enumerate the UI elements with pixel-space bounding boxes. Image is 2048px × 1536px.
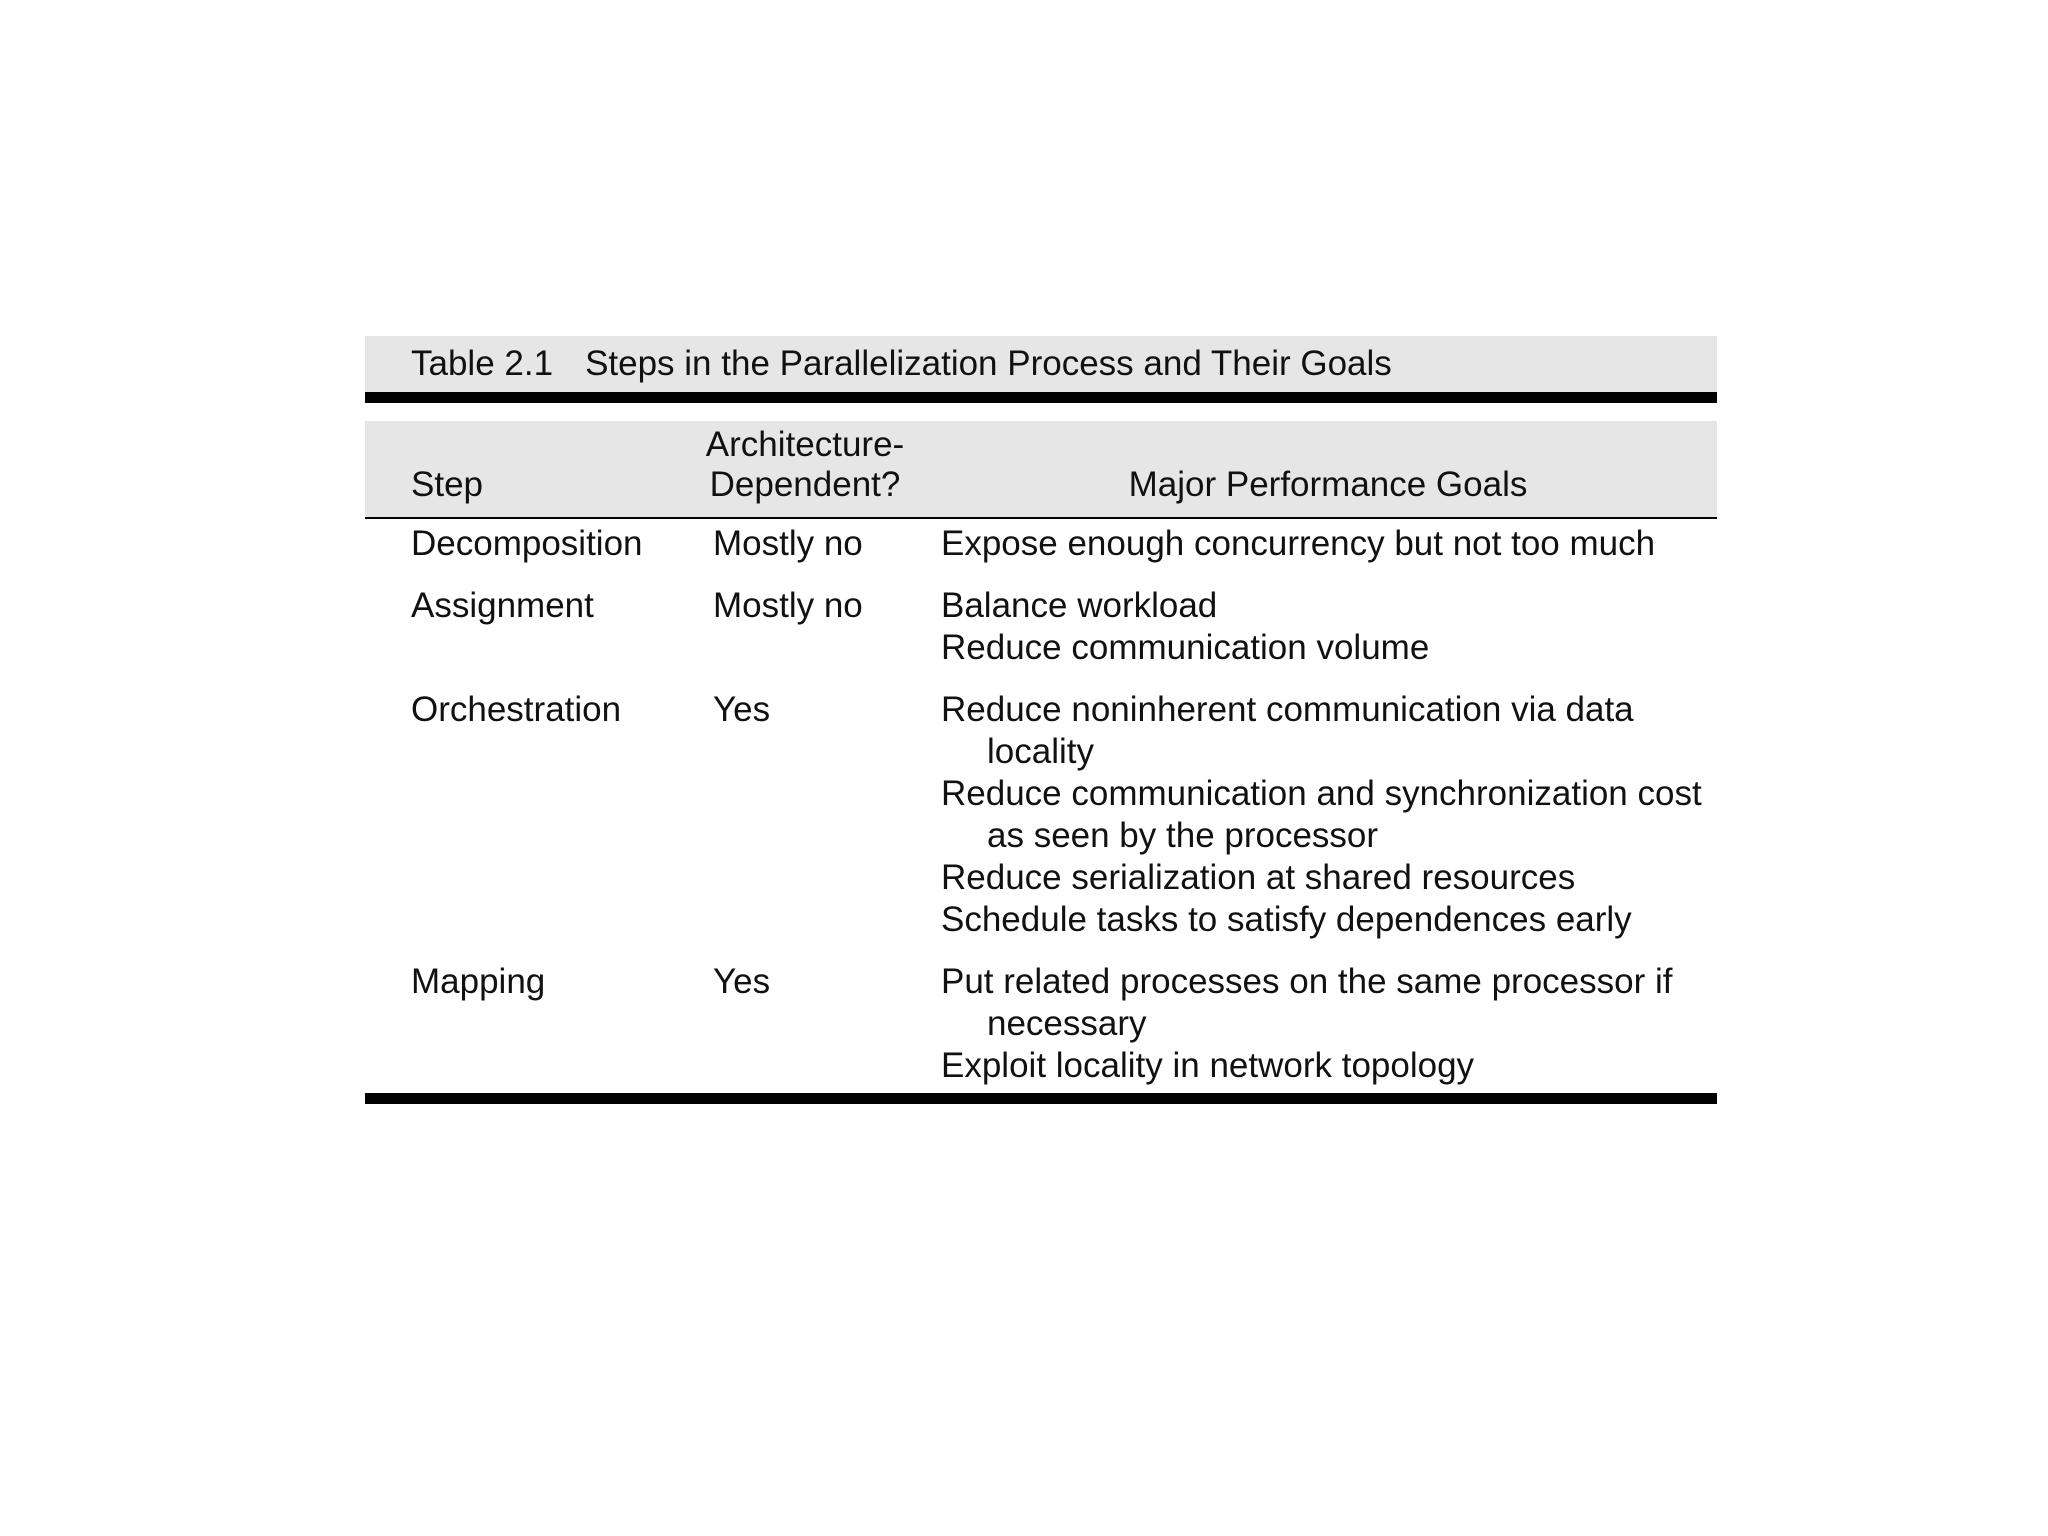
table-number: Table 2.1: [411, 344, 554, 383]
bottom-rule: [365, 1093, 1717, 1104]
cell-step: Orchestration: [411, 690, 622, 729]
cell-arch: Yes: [713, 690, 771, 729]
cell-arch: Mostly no: [713, 586, 863, 625]
goal-item: Balance workload: [941, 586, 1218, 625]
table: [365, 336, 1717, 1104]
goal-item: Reduce noninherent communication via data locality: [941, 690, 1634, 771]
table-body: [365, 519, 1717, 1087]
goal-item: Reduce serialization at shared resources: [941, 858, 1576, 897]
top-rule: [365, 392, 1717, 403]
cell-step: Decomposition: [411, 524, 643, 563]
cell-step: Mapping: [411, 962, 546, 1001]
header-arch-line2: Dependent?: [709, 465, 901, 504]
goal-item: Reduce communication and synchronization cost as seen by the processor: [941, 774, 1702, 855]
table-header: [365, 421, 1717, 519]
goal-item: Schedule tasks to satisfy dependences early: [941, 900, 1632, 939]
table-row: [365, 585, 1717, 669]
table-row: [365, 961, 1717, 1087]
header-step: Step: [411, 465, 483, 504]
table-caption: [365, 336, 1717, 392]
cell-goals: [941, 523, 1717, 565]
goal-item: Reduce communication volume: [941, 628, 1430, 667]
cell-goals: [941, 961, 1717, 1087]
cell-arch: Mostly no: [713, 524, 863, 563]
table-title: Steps in the Parallelization Process and Their Goals: [585, 344, 1392, 383]
goal-item: Put related processes on the same processor if necessary: [941, 962, 1673, 1043]
header-architecture-dependent: [695, 425, 915, 505]
header-arch-line1: Architecture-: [705, 425, 905, 464]
goal-item: Exploit locality in network topology: [941, 1046, 1475, 1085]
header-goals: Major Performance Goals: [1128, 465, 1528, 504]
table-row: [365, 523, 1717, 565]
goal-item: Expose enough concurrency but not too much: [941, 524, 1656, 563]
cell-goals: [941, 689, 1717, 941]
table-row: [365, 689, 1717, 941]
cell-goals: [941, 585, 1717, 669]
cell-arch: Yes: [713, 962, 771, 1001]
cell-step: Assignment: [411, 586, 594, 625]
